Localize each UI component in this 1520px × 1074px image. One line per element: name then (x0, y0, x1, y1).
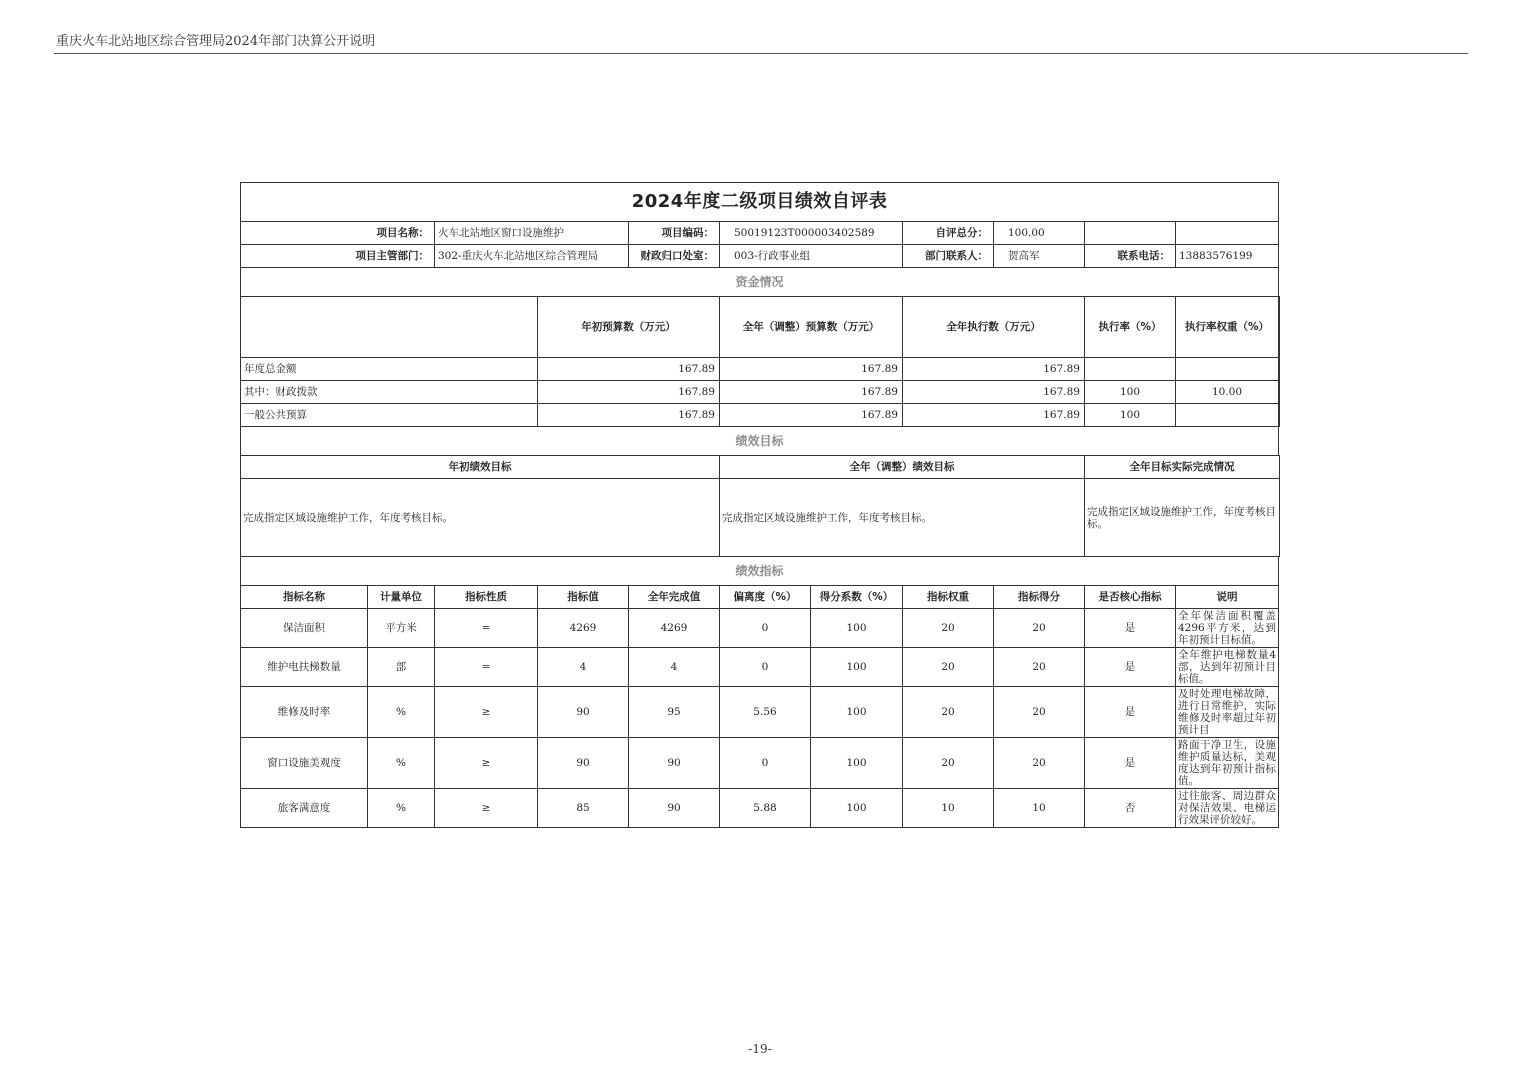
contact-value: 贺高军 (994, 245, 1085, 268)
funds-row-executed: 167.89 (903, 404, 1085, 427)
ind-name: 旅客满意度 (241, 789, 368, 828)
ind-actual: 90 (629, 789, 720, 828)
funds-header-rate: 执行率（%） (1085, 297, 1176, 358)
funds-row-score (1279, 404, 1280, 427)
funds-row-initial: 167.89 (538, 381, 720, 404)
ind-weight: 10 (903, 789, 994, 828)
ind-header-note: 说明 (1176, 586, 1279, 609)
ind-target: 85 (538, 789, 629, 828)
project-name-value: 火车北站地区窗口设施维护 (435, 222, 629, 245)
ind-score: 20 (994, 738, 1085, 789)
ind-coefficient: 100 (811, 738, 903, 789)
ind-score: 20 (994, 609, 1085, 648)
indicator-row (241, 648, 1280, 687)
ind-nature: = (435, 609, 538, 648)
funds-row-name: 其中：财政拨款 (241, 381, 538, 404)
ind-coefficient: 100 (811, 789, 903, 828)
funds-header-weight: 执行率权重（%） (1176, 297, 1279, 358)
ind-unit: 部 (368, 648, 435, 687)
ind-nature: ≥ (435, 738, 538, 789)
ind-score: 10 (994, 789, 1085, 828)
funds-row-weight (1176, 404, 1279, 427)
ind-coefficient: 100 (811, 687, 903, 738)
empty-cell (1176, 222, 1279, 245)
funds-row-rate: 100 (1085, 404, 1176, 427)
ind-deviation: 0 (720, 738, 811, 789)
ind-nature: = (435, 648, 538, 687)
ind-weight: 20 (903, 738, 994, 789)
project-name-label: 项目名称： (241, 222, 435, 245)
info-row-project (241, 222, 1280, 245)
goals-header-initial: 年初绩效目标 (241, 456, 720, 479)
funds-row-rate: 100 (1085, 381, 1176, 404)
ind-deviation: 0 (720, 648, 811, 687)
ind-note: 及时处理电梯故障，进行日常维护，实际维修及时率超过年初预计目 (1176, 687, 1279, 738)
ind-unit: % (368, 789, 435, 828)
indicator-row (241, 789, 1280, 828)
funds-row-score (1279, 358, 1280, 381)
funds-header-adjusted: 全年（调整）预算数（万元） (720, 297, 903, 358)
indicator-row (241, 687, 1280, 738)
ind-nature: ≥ (435, 687, 538, 738)
info-row-department (241, 245, 1280, 268)
funds-header-row (241, 297, 1280, 358)
contact-label: 部门联系人： (903, 245, 994, 268)
indicators-section-title: 绩效指标 (241, 557, 1279, 586)
ind-coefficient: 100 (811, 648, 903, 687)
ind-name: 维修及时率 (241, 687, 368, 738)
ind-core: 是 (1085, 609, 1176, 648)
funds-header-initial: 年初预算数（万元） (538, 297, 720, 358)
indicators-header-row (241, 586, 1280, 609)
funds-row-score (1279, 381, 1280, 404)
ind-header-actual: 全年完成值 (629, 586, 720, 609)
funds-row-adjusted: 167.89 (720, 381, 903, 404)
empty-cell (1085, 222, 1176, 245)
ind-score: 20 (994, 648, 1085, 687)
funds-row-initial: 167.89 (538, 358, 720, 381)
funds-row-adjusted: 167.89 (720, 358, 903, 381)
ind-nature: ≥ (435, 789, 538, 828)
ind-weight: 20 (903, 687, 994, 738)
ind-unit: 平方米 (368, 609, 435, 648)
ind-header-nature: 指标性质 (435, 586, 538, 609)
ind-actual: 4 (629, 648, 720, 687)
table-title: 2024年度二级项目绩效自评表 (241, 183, 1279, 222)
ind-deviation: 5.88 (720, 789, 811, 828)
phone-label: 联系电话： (1085, 245, 1176, 268)
ind-target: 90 (538, 687, 629, 738)
funds-row-executed: 167.89 (903, 358, 1085, 381)
funds-row-weight: 10.00 (1176, 381, 1279, 404)
goals-value-row (241, 479, 1280, 557)
ind-deviation: 5.56 (720, 687, 811, 738)
ind-unit: % (368, 738, 435, 789)
ind-target: 90 (538, 738, 629, 789)
goals-value-adjusted: 完成指定区域设施维护工作，年度考核目标。 (720, 479, 1085, 557)
goals-header-row (241, 456, 1280, 479)
ind-score: 20 (994, 687, 1085, 738)
funds-row-weight (1176, 358, 1279, 381)
ind-weight: 20 (903, 609, 994, 648)
finance-office-value: 003-行政事业组 (720, 245, 903, 268)
funds-row (241, 404, 1280, 427)
ind-header-unit: 计量单位 (368, 586, 435, 609)
ind-target: 4 (538, 648, 629, 687)
ind-note: 路面干净卫生，设施维护质量达标，美观度达到年初预计指标值。 (1176, 738, 1279, 789)
funds-row-initial: 167.89 (538, 404, 720, 427)
ind-core: 是 (1085, 687, 1176, 738)
ind-header-target: 指标值 (538, 586, 629, 609)
phone-value: 13883576199 (1176, 245, 1279, 268)
ind-note: 过往旅客、周边群众对保洁效果、电梯运行效果评价较好。 (1176, 789, 1279, 828)
ind-header-coefficient: 得分系数（%） (811, 586, 903, 609)
self-score-label: 自评总分： (903, 222, 994, 245)
ind-header-score: 指标得分 (994, 586, 1085, 609)
ind-target: 4269 (538, 609, 629, 648)
funds-row-adjusted: 167.89 (720, 404, 903, 427)
ind-unit: % (368, 687, 435, 738)
funds-row (241, 381, 1280, 404)
page-number: -19- (748, 1042, 772, 1056)
ind-actual: 95 (629, 687, 720, 738)
funds-row (241, 358, 1280, 381)
ind-header-weight: 指标权重 (903, 586, 994, 609)
department-label: 项目主管部门： (241, 245, 435, 268)
ind-header-deviation: 偏离度（%） (720, 586, 811, 609)
funds-row-name: 年度总金额 (241, 358, 538, 381)
ind-name: 维护电扶梯数量 (241, 648, 368, 687)
ind-header-core: 是否核心指标 (1085, 586, 1176, 609)
performance-evaluation-table (240, 182, 1280, 828)
funds-row-rate (1085, 358, 1176, 381)
goals-header-actual: 全年目标实际完成情况 (1085, 456, 1280, 479)
funds-header-score (1279, 297, 1280, 358)
page-header: 重庆火车北站地区综合管理局2024年部门决算公开说明 (56, 34, 376, 49)
ind-actual: 4269 (629, 609, 720, 648)
ind-name: 保洁面积 (241, 609, 368, 648)
self-score-value: 100.00 (994, 222, 1085, 245)
ind-weight: 20 (903, 648, 994, 687)
goals-value-initial: 完成指定区域设施维护工作，年度考核目标。 (241, 479, 720, 557)
ind-note: 全年维护电梯数量4部，达到年初预计目标值。 (1176, 648, 1279, 687)
ind-actual: 90 (629, 738, 720, 789)
ind-core: 是 (1085, 648, 1176, 687)
department-value: 302-重庆火车北站地区综合管理局 (435, 245, 629, 268)
funds-header-executed: 全年执行数（万元） (903, 297, 1085, 358)
goals-header-adjusted: 全年（调整）绩效目标 (720, 456, 1085, 479)
project-code-value: 50019123T000003402589 (720, 222, 903, 245)
ind-deviation: 0 (720, 609, 811, 648)
ind-core: 否 (1085, 789, 1176, 828)
ind-coefficient: 100 (811, 609, 903, 648)
project-code-label: 项目编码： (629, 222, 720, 245)
empty-cell (241, 297, 538, 358)
ind-name: 窗口设施美观度 (241, 738, 368, 789)
indicator-row (241, 738, 1280, 789)
ind-note: 全年保洁面积覆盖4296平方米，达到年初预计目标值。 (1176, 609, 1279, 648)
indicator-row (241, 609, 1280, 648)
funds-section-title: 资金情况 (241, 268, 1279, 297)
ind-core: 是 (1085, 738, 1176, 789)
ind-header-name: 指标名称 (241, 586, 368, 609)
header-divider (54, 53, 1468, 54)
goals-value-actual: 完成指定区域设施维护工作，年度考核目标。 (1085, 479, 1280, 557)
goals-section-title: 绩效目标 (241, 427, 1279, 456)
funds-row-name: 一般公共预算 (241, 404, 538, 427)
finance-office-label: 财政归口处室： (629, 245, 720, 268)
funds-row-executed: 167.89 (903, 381, 1085, 404)
